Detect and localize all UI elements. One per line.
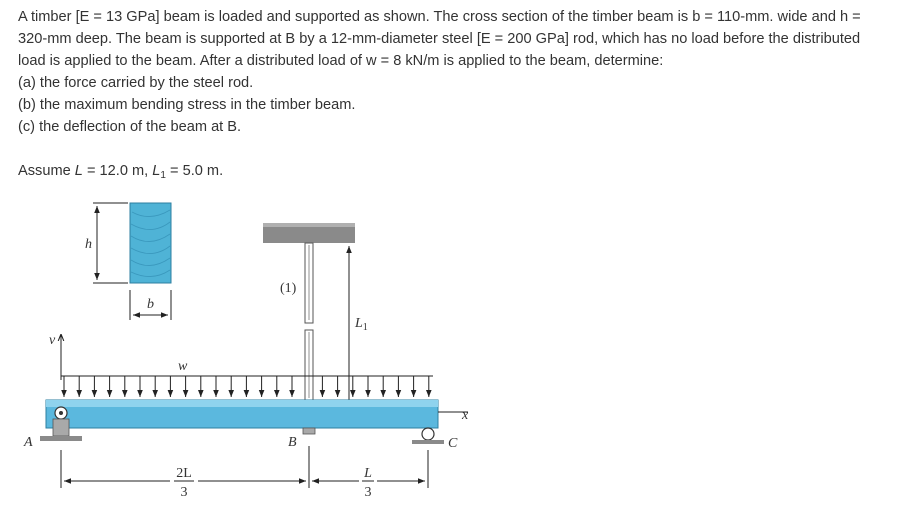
timber-cross-section (130, 203, 171, 283)
span-BC-numerator: L (364, 466, 372, 481)
question-a: (a) the force carried by the steel rod. (18, 75, 254, 91)
problem-line-2: 320-mm deep. The beam is supported at B by a 12-mm-diameter steel [E = 200 GPa] rod, which has no load before the distributed (18, 31, 861, 47)
rod-connection (303, 428, 315, 434)
timber-beam-top-face (46, 400, 438, 407)
A-label: A (24, 435, 33, 450)
distributed-load-arrows (64, 376, 429, 397)
span-AB-denominator: 3 (180, 485, 188, 500)
B-label: B (288, 435, 297, 450)
v-label: v (49, 333, 56, 348)
L1-label: $L_1$ (355, 316, 368, 333)
h-label: h (85, 237, 92, 252)
span-BC-denominator: 3 (364, 485, 372, 500)
problem-line-1: A timber [E = 13 GPa] beam is loaded and supported as shown. The cross section of the timber beam is b = 110-mm. wide and h = (18, 9, 861, 25)
assumption-line: Assume L = 12.0 m, $L_1 = 5.0$ m. (18, 163, 224, 181)
question-b: (b) the maximum bending stress in the timber beam. (18, 97, 356, 113)
problem-line-3: load is applied to the beam. After a distributed load of w = 8 kN/m is applied to the beam, determine: (18, 53, 664, 69)
w-label: w (178, 359, 188, 374)
cross-section (85, 203, 171, 320)
ceiling-top-edge (263, 223, 355, 227)
x-label: x (462, 408, 469, 423)
C-label: C (448, 436, 458, 451)
b-label: b (147, 297, 154, 312)
question-c: (c) the deflection of the beam at B. (18, 119, 242, 135)
roller-support-C (412, 428, 444, 444)
rod-label: (1) (280, 281, 297, 296)
span-AB-numerator: 2L (176, 466, 192, 481)
